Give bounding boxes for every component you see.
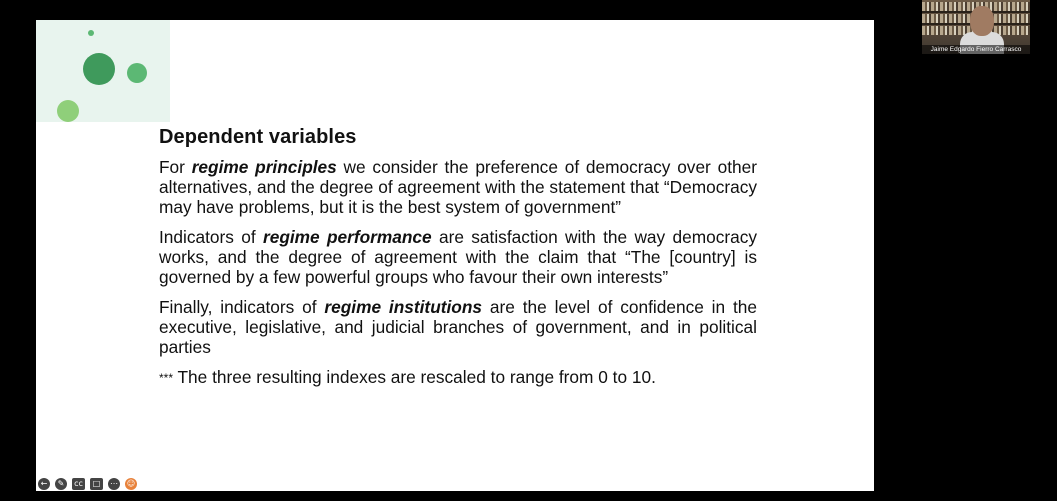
footnote bbox=[159, 367, 757, 388]
participant-video-tile[interactable] bbox=[922, 0, 1030, 54]
decorative-dot bbox=[57, 100, 79, 122]
captions-icon[interactable]: cc bbox=[72, 478, 85, 490]
presentation-toolbar bbox=[38, 477, 137, 491]
decorative-dot bbox=[88, 30, 94, 36]
paragraph-regime-institutions bbox=[159, 297, 757, 357]
footnote-stars: *** bbox=[159, 371, 174, 385]
p3-pre: Finally, indicators of bbox=[159, 297, 325, 317]
footnote-text: The three resulting indexes are rescaled to range from 0 to 10. bbox=[173, 367, 656, 387]
reaction-icon[interactable]: ☺ bbox=[126, 479, 136, 488]
pen-icon[interactable]: ✎ bbox=[55, 478, 67, 490]
participant-head bbox=[970, 6, 994, 36]
slide-content bbox=[159, 126, 757, 388]
video-off-icon[interactable]: □ bbox=[90, 478, 103, 490]
paragraph-regime-performance bbox=[159, 227, 757, 287]
p3-emphasis: regime institutions bbox=[324, 297, 483, 317]
presentation-slide bbox=[36, 20, 874, 491]
p1-emphasis: regime principles bbox=[191, 157, 337, 177]
paragraph-regime-principles bbox=[159, 157, 757, 217]
decorative-dot bbox=[127, 63, 147, 83]
slide-heading: Dependent variables bbox=[159, 126, 357, 148]
p1-pre: For bbox=[159, 157, 192, 177]
decorative-dot bbox=[83, 53, 115, 85]
p2-emphasis: regime performance bbox=[262, 227, 432, 247]
participant-name: Jaime Edgardo Fierro Carrasco bbox=[922, 45, 1030, 54]
p2-post: are satisfaction with the way democracy works, and the degree of agreement with the claim that “The [country] is governed by a few powerful groups who favour their own interests” bbox=[159, 227, 758, 287]
p2-pre: Indicators of bbox=[159, 227, 263, 247]
p3-post: are the level of confidence in the executive, legislative, and judicial branches of government, and in political parties bbox=[159, 297, 758, 357]
p1-post: we consider the preference of democracy over other alternatives, and the degree of agreement with the statement that “Democracy may have problems, but it is the best system of government” bbox=[159, 157, 757, 217]
back-icon[interactable]: ← bbox=[38, 478, 50, 490]
decorative-panel bbox=[36, 20, 170, 122]
more-icon[interactable]: ⋯ bbox=[110, 479, 118, 488]
